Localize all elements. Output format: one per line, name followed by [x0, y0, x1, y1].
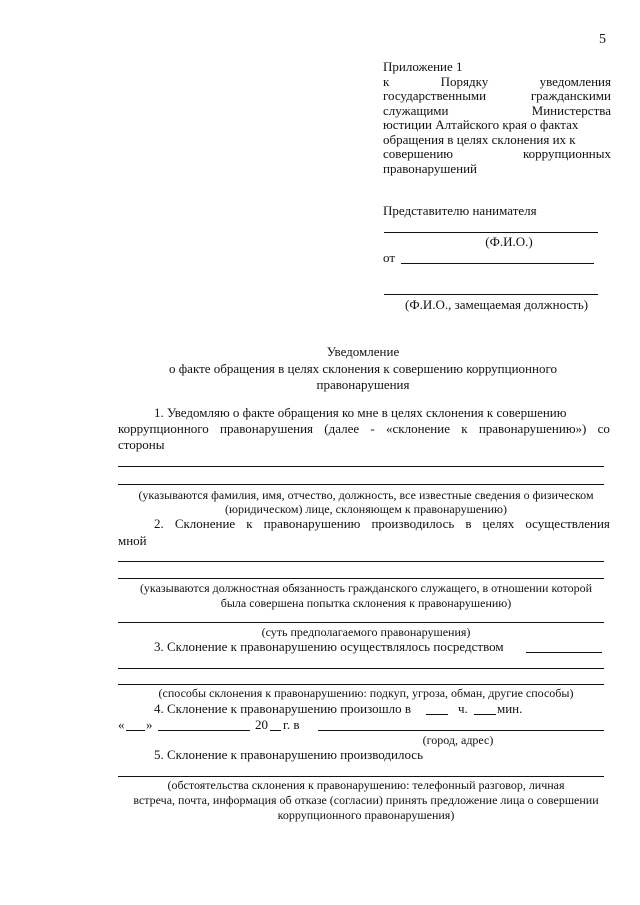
item-5-caption-line-3: коррупционного правонарушения) — [277, 808, 455, 822]
word: (далее — [324, 421, 360, 436]
word: служащими — [383, 102, 449, 118]
item-5-blank[interactable] — [118, 776, 604, 777]
item-2-blank-2[interactable] — [118, 578, 604, 579]
item-1-line-1: 1. Уведомляю о факте обращения ко мне в целях склонения к совершению — [154, 405, 567, 420]
word: производилось — [371, 516, 455, 531]
item-2-caption-line-2: была совершена попытка склонения к правонарушению) — [220, 596, 512, 610]
word: государственными — [383, 88, 487, 103]
item-4-place-blank[interactable] — [318, 730, 604, 731]
item-5-line-1: 5. Склонение к правонарушению производилось — [154, 747, 423, 762]
from-caption: (Ф.И.О., замещаемая должность) — [405, 297, 589, 312]
item-2-caption-line-1: (указываются должностная обязанность гражданского служащего, в отношении которой — [139, 581, 593, 595]
item-4-date-open: « — [118, 717, 125, 732]
word: 2. — [154, 516, 164, 531]
word: уведомления — [539, 73, 611, 89]
item-4-minutes-label: мин. — [497, 701, 523, 716]
item-4-year-suffix: г. в — [283, 717, 300, 732]
item-2-line-2: мной — [118, 533, 147, 548]
page-number: 5 — [599, 32, 606, 47]
item-2-offense-blank[interactable] — [118, 622, 604, 623]
appendix-line-4: юстиции Алтайского края о фактах — [383, 117, 579, 132]
notice-subtitle-line-2: правонарушения — [316, 377, 410, 392]
item-4-day-blank[interactable] — [126, 730, 145, 731]
appendix-line-3 — [383, 104, 611, 119]
item-5-caption-line-2: встреча, почта, информация об отказе (согласии) принять предложение лица о совершении — [133, 793, 599, 807]
addressee-fio-caption: (Ф.И.О.) — [485, 234, 533, 249]
item-4-minutes-blank[interactable] — [474, 714, 496, 715]
word: к — [461, 421, 468, 436]
word: правонарушению») — [478, 421, 587, 436]
word: правонарушению — [263, 516, 361, 531]
item-2-blank-1[interactable] — [118, 561, 604, 562]
word: коррупционного — [118, 421, 209, 436]
item-4-caption: (город, адрес) — [422, 733, 494, 747]
item-2-line-1 — [154, 516, 610, 532]
from-second-line[interactable] — [384, 294, 598, 295]
appendix-line-1 — [383, 75, 611, 90]
word: со — [597, 421, 610, 436]
item-1-caption-line-1: (указываются фамилия, имя, отчество, должность, все известные сведения о физическом — [138, 488, 594, 502]
item-3-blank-2[interactable] — [118, 684, 604, 685]
notice-title: Уведомление — [326, 344, 400, 359]
word: совершению — [383, 146, 454, 161]
word: Министерства — [531, 102, 611, 118]
appendix-block — [383, 60, 611, 176]
word: осуществления — [525, 516, 610, 531]
item-4-line-1: 4. Склонение к правонарушению произошло в — [154, 701, 412, 716]
item-4-year-prefix: 20 — [255, 717, 268, 732]
item-3-inline-blank[interactable] — [526, 652, 602, 653]
word: в — [465, 516, 472, 531]
item-4-month-blank[interactable] — [158, 730, 250, 731]
item-4-hours-blank[interactable] — [426, 714, 448, 715]
word: «склонение — [386, 421, 450, 436]
item-1-caption-line-2: (юридическом) лице, склоняющем к правонарушению) — [225, 502, 507, 516]
item-4-hours-label: ч. — [458, 701, 468, 716]
word: Склонение — [174, 516, 236, 531]
appendix-line-6 — [383, 147, 611, 162]
word: гражданскими — [530, 88, 611, 103]
addressee-label: Представителю нанимателя — [383, 203, 537, 218]
from-label: от — [383, 250, 396, 265]
word: Порядку — [440, 73, 489, 89]
item-1-line-3: стороны — [118, 437, 165, 452]
appendix-line-2 — [383, 89, 611, 104]
from-line[interactable] — [401, 263, 594, 264]
item-1-line-2 — [118, 421, 610, 437]
item-4-date-close: » — [146, 717, 153, 732]
appendix-title: Приложение 1 — [383, 59, 463, 74]
item-4-year-blank[interactable] — [270, 730, 281, 731]
item-2-caption-line-3: (суть предполагаемого правонарушения) — [261, 625, 471, 639]
notice-subtitle-line-1: о факте обращения в целях склонения к совершению коррупционного — [169, 361, 557, 376]
word: коррупционных — [522, 146, 611, 161]
word: целях — [482, 516, 515, 531]
appendix-line-5: обращения в целях склонения их к — [383, 131, 576, 147]
word: - — [370, 421, 375, 436]
item-3-caption: (способы склонения к правонарушению: подкуп, угроза, обман, другие способы) — [158, 686, 574, 700]
item-5-caption-line-1: (обстоятельства склонения к правонарушению: телефонный разговор, личная — [167, 778, 565, 792]
item-1-blank-1[interactable] — [118, 466, 604, 467]
item-3-blank-1[interactable] — [118, 668, 604, 669]
addressee-fio-line[interactable] — [384, 232, 598, 233]
word: к — [246, 516, 253, 531]
word: к — [383, 73, 390, 89]
appendix-line-7: правонарушений — [383, 160, 477, 176]
item-3-line-1: 3. Склонение к правонарушению осуществлялось посредством — [154, 639, 504, 654]
item-1-blank-2[interactable] — [118, 484, 604, 485]
word: правонарушения — [220, 421, 314, 436]
